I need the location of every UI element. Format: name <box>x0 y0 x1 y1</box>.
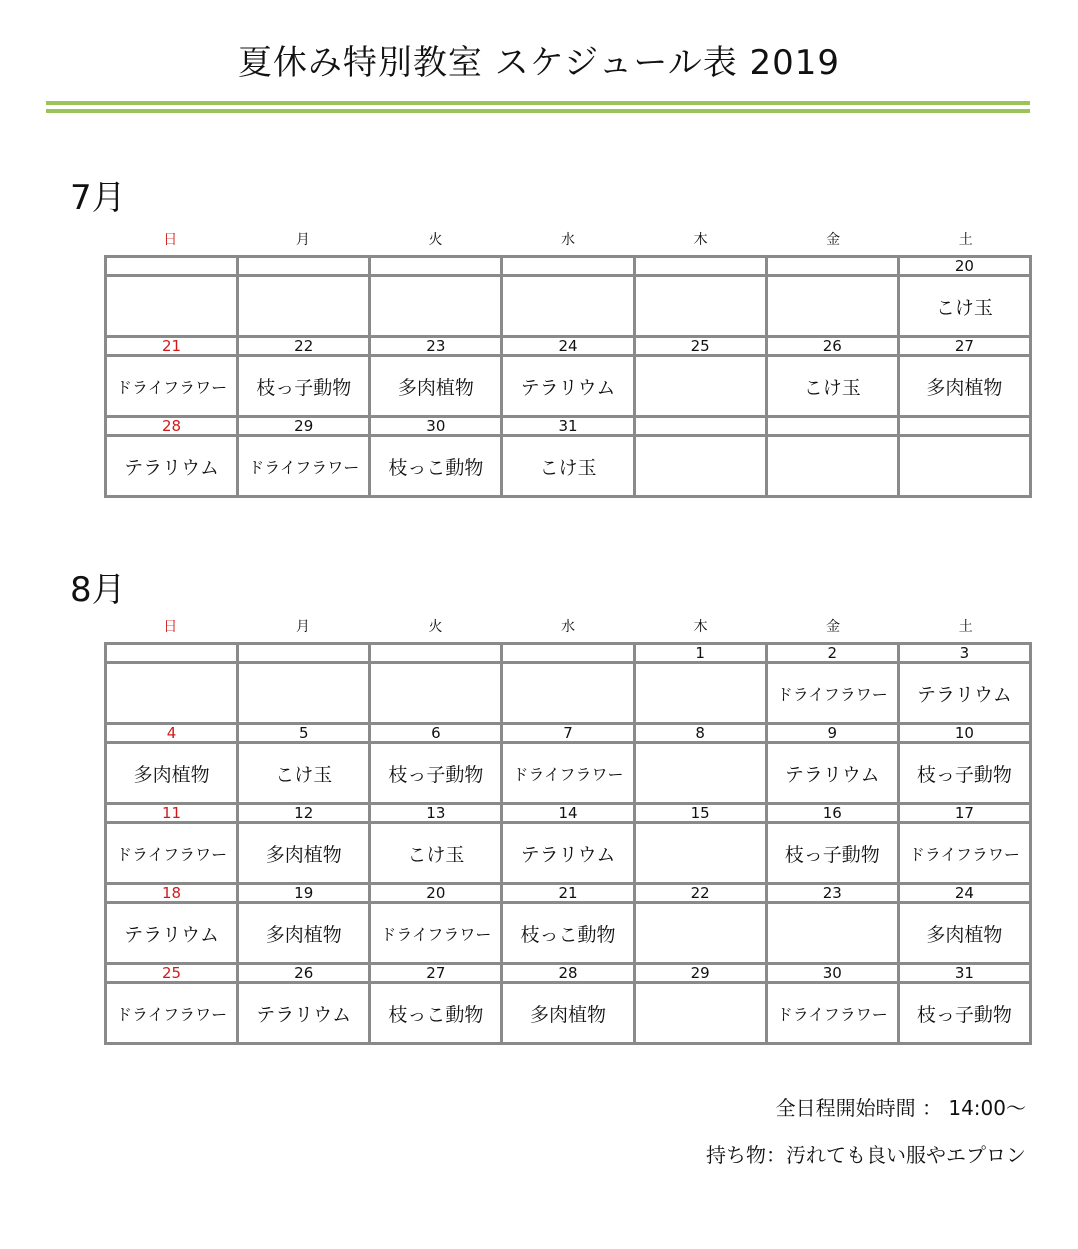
date-number: 15 <box>634 804 766 823</box>
date-number <box>370 644 502 663</box>
event-cell <box>634 436 766 497</box>
event-cell <box>502 663 634 724</box>
event-cell: 多肉植物 <box>898 903 1030 964</box>
date-number: 25 <box>634 337 766 356</box>
date-number: 8 <box>634 724 766 743</box>
weekday-mon: 月 <box>295 619 310 635</box>
event-cell: テラリウム <box>502 356 634 417</box>
event-cell: こけ玉 <box>502 436 634 497</box>
event-cell: ドライフラワー <box>238 436 370 497</box>
weekday-fri: 金 <box>826 232 841 248</box>
event-cell: テラリウム <box>106 903 238 964</box>
date-number: 6 <box>370 724 502 743</box>
date-number: 31 <box>898 964 1030 983</box>
event-cell <box>634 356 766 417</box>
date-row <box>106 964 1031 983</box>
event-cell: テラリウム <box>106 436 238 497</box>
belongings-note: 持ち物：汚れても良い服やエプロン <box>706 1143 1026 1167</box>
event-cell <box>634 276 766 337</box>
date-number: 23 <box>370 337 502 356</box>
event-cell: ドライフラワー <box>766 663 898 724</box>
date-number <box>898 417 1030 436</box>
event-cell <box>106 276 238 337</box>
august-calendar <box>104 642 1032 1045</box>
event-cell: 枝っこ動物 <box>370 436 502 497</box>
event-row <box>106 436 1031 497</box>
event-row <box>106 276 1031 337</box>
date-number <box>766 417 898 436</box>
weekday-tue: 火 <box>428 232 443 248</box>
event-cell: ドライフラワー <box>106 823 238 884</box>
date-number: 7 <box>502 724 634 743</box>
date-number: 30 <box>766 964 898 983</box>
date-number: 28 <box>502 964 634 983</box>
weekday-sat: 土 <box>958 232 973 248</box>
event-cell: こけ玉 <box>370 823 502 884</box>
event-cell <box>634 983 766 1044</box>
date-number: 4 <box>106 724 238 743</box>
date-number: 16 <box>766 804 898 823</box>
event-cell: 枝っ子動物 <box>370 743 502 804</box>
event-cell <box>634 903 766 964</box>
event-row <box>106 823 1031 884</box>
event-cell: ドライフラワー <box>106 983 238 1044</box>
date-row <box>106 257 1031 276</box>
date-number <box>634 417 766 436</box>
event-cell: 枝っ子動物 <box>766 823 898 884</box>
date-number: 20 <box>898 257 1030 276</box>
event-cell: 多肉植物 <box>106 743 238 804</box>
date-number: 25 <box>106 964 238 983</box>
date-number: 28 <box>106 417 238 436</box>
event-cell <box>766 276 898 337</box>
event-row <box>106 356 1031 417</box>
august-weekday-header <box>104 619 1032 635</box>
date-number: 1 <box>634 644 766 663</box>
date-number <box>106 257 238 276</box>
weekday-sun: 日 <box>163 232 178 248</box>
date-number <box>370 257 502 276</box>
date-number: 21 <box>106 337 238 356</box>
event-cell: こけ玉 <box>238 743 370 804</box>
date-row <box>106 804 1031 823</box>
event-cell <box>370 663 502 724</box>
event-cell: 枝っ子動物 <box>898 743 1030 804</box>
date-number: 5 <box>238 724 370 743</box>
event-cell: 枝っこ動物 <box>502 903 634 964</box>
event-cell <box>238 276 370 337</box>
date-number: 10 <box>898 724 1030 743</box>
event-cell <box>238 663 370 724</box>
date-number <box>238 644 370 663</box>
date-row <box>106 724 1031 743</box>
date-number: 19 <box>238 884 370 903</box>
date-number: 27 <box>898 337 1030 356</box>
weekday-tue: 火 <box>428 619 443 635</box>
event-cell: 多肉植物 <box>370 356 502 417</box>
date-number: 31 <box>502 417 634 436</box>
date-number: 20 <box>370 884 502 903</box>
date-number: 11 <box>106 804 238 823</box>
date-number: 2 <box>766 644 898 663</box>
date-number: 22 <box>634 884 766 903</box>
date-row <box>106 644 1031 663</box>
event-cell: ドライフラワー <box>106 356 238 417</box>
event-cell: ドライフラワー <box>502 743 634 804</box>
weekday-wed: 水 <box>561 619 576 635</box>
event-cell: 枝っこ動物 <box>370 983 502 1044</box>
weekday-thu: 木 <box>693 619 708 635</box>
date-number: 27 <box>370 964 502 983</box>
event-row <box>106 663 1031 724</box>
weekday-wed: 水 <box>561 232 576 248</box>
august-label: 8月 <box>70 570 126 610</box>
event-cell: 多肉植物 <box>238 823 370 884</box>
date-number: 22 <box>238 337 370 356</box>
date-number <box>238 257 370 276</box>
date-number <box>634 257 766 276</box>
event-cell: テラリウム <box>502 823 634 884</box>
date-number <box>766 257 898 276</box>
event-cell <box>766 903 898 964</box>
date-number: 18 <box>106 884 238 903</box>
weekday-mon: 月 <box>295 232 310 248</box>
event-cell <box>634 743 766 804</box>
page-title: 夏休み特別教室 スケジュール表 2019 <box>237 43 841 83</box>
event-cell: 多肉植物 <box>238 903 370 964</box>
july-label: 7月 <box>70 178 126 218</box>
date-number: 14 <box>502 804 634 823</box>
event-cell <box>634 663 766 724</box>
date-row <box>106 884 1031 903</box>
weekday-sun: 日 <box>163 619 178 635</box>
event-cell: テラリウム <box>766 743 898 804</box>
title-rule-top <box>46 101 1030 105</box>
date-number: 29 <box>634 964 766 983</box>
event-cell: テラリウム <box>898 663 1030 724</box>
weekday-sat: 土 <box>958 619 973 635</box>
event-cell: こけ玉 <box>898 276 1030 337</box>
event-row <box>106 743 1031 804</box>
event-cell: 多肉植物 <box>502 983 634 1044</box>
event-cell <box>766 436 898 497</box>
title-rule-bottom <box>46 109 1030 113</box>
event-cell: ドライフラワー <box>898 823 1030 884</box>
date-number <box>502 257 634 276</box>
event-cell: ドライフラワー <box>370 903 502 964</box>
date-number: 9 <box>766 724 898 743</box>
event-cell <box>634 823 766 884</box>
date-number: 29 <box>238 417 370 436</box>
event-cell <box>106 663 238 724</box>
date-number: 26 <box>766 337 898 356</box>
event-cell: テラリウム <box>238 983 370 1044</box>
weekday-fri: 金 <box>826 619 841 635</box>
date-number: 26 <box>238 964 370 983</box>
event-cell: ドライフラワー <box>766 983 898 1044</box>
date-number: 21 <box>502 884 634 903</box>
date-number: 24 <box>898 884 1030 903</box>
july-weekday-header <box>104 232 1032 248</box>
event-cell: こけ玉 <box>766 356 898 417</box>
date-number: 24 <box>502 337 634 356</box>
date-number <box>502 644 634 663</box>
date-row <box>106 337 1031 356</box>
event-row <box>106 983 1031 1044</box>
event-cell <box>898 436 1030 497</box>
start-time-note: 全日程開始時間 ： 14:00～ <box>775 1096 1026 1120</box>
event-cell <box>502 276 634 337</box>
event-cell <box>370 276 502 337</box>
date-number: 3 <box>898 644 1030 663</box>
date-row <box>106 417 1031 436</box>
date-number: 13 <box>370 804 502 823</box>
july-calendar <box>104 255 1032 498</box>
event-cell: 枝っ子動物 <box>238 356 370 417</box>
event-cell: 枝っ子動物 <box>898 983 1030 1044</box>
event-cell: 多肉植物 <box>898 356 1030 417</box>
date-number: 30 <box>370 417 502 436</box>
date-number: 23 <box>766 884 898 903</box>
event-row <box>106 903 1031 964</box>
date-number: 17 <box>898 804 1030 823</box>
date-number: 12 <box>238 804 370 823</box>
weekday-thu: 木 <box>693 232 708 248</box>
date-number <box>106 644 238 663</box>
